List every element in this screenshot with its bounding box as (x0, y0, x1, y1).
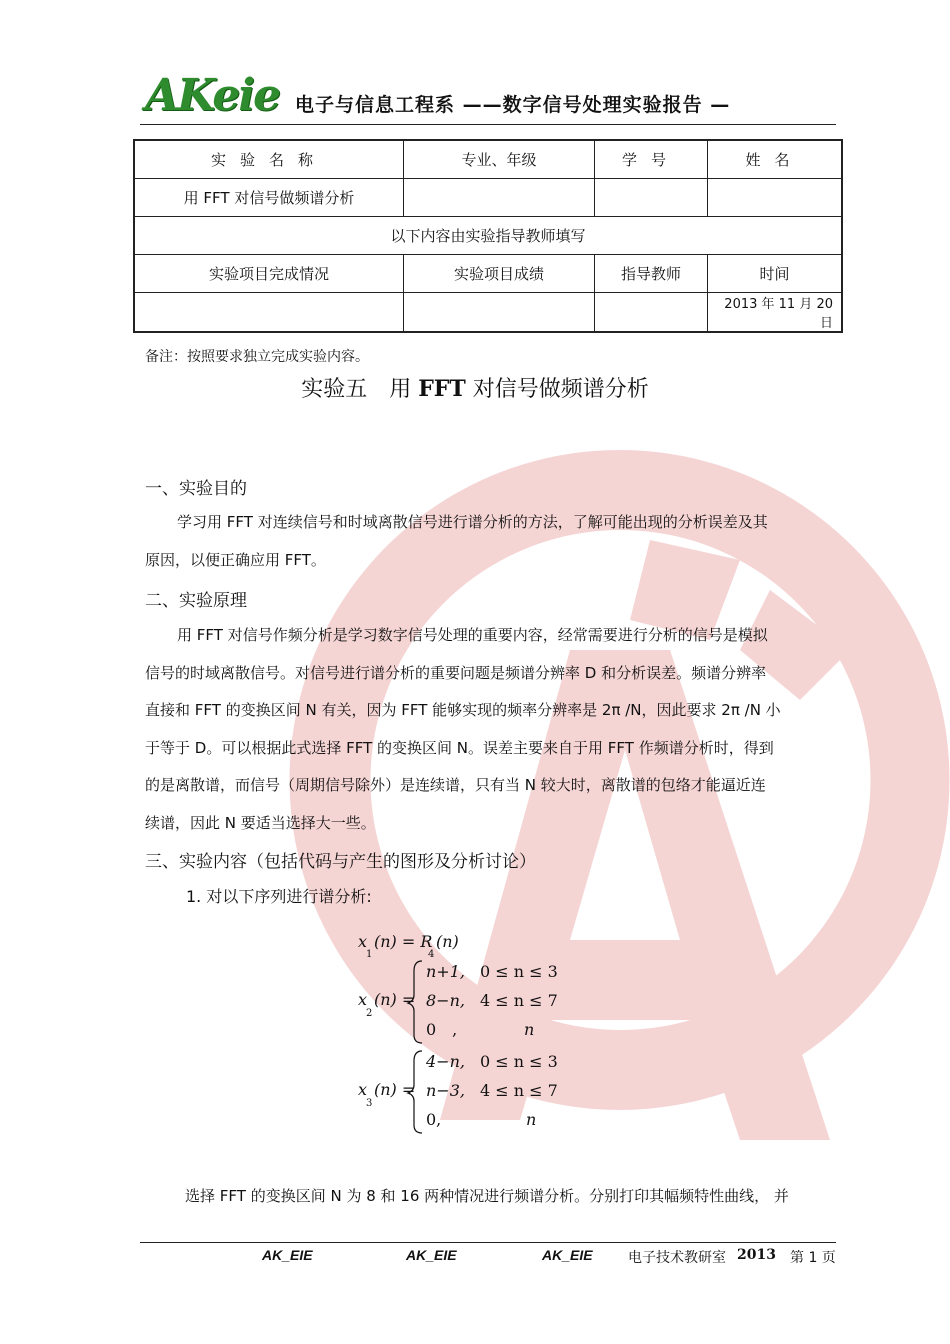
score-value (404, 293, 595, 333)
x2-arg: (n) = (374, 990, 416, 1009)
x2-case-3-expr: 0 , (426, 1020, 458, 1039)
x3-subscript: 3 (366, 1098, 373, 1109)
section-principle-text: 用 FFT 对信号作频分析是学习数字信号处理的重要内容，经常需要进行分析的信号是模拟 信号的时域离散信号。对信号进行谱分析的重要问题是频谱分辨率 D 和分析误差。频谱分辨率 直接和 FFT 的变换区间 N 有关，因为 FFT 能够实现的频率分辨率是 2π /N，因此要求 2π /N 小 于等于 D。可以根据此式选择 FFT 的变换区间 N。误差主要来自于用 FFT 作频谱分析时，得到 的是离散谱，而信号（周期信号除外）是连续谱，只有当 N 较大时，离散谱的包络才能逼近连 续谱，因此 N 要适当选择大一些。 (145, 626, 781, 832)
page-number: 第 1 页 (790, 1250, 836, 1266)
header-major-grade: 专业、年级 (404, 140, 595, 179)
experiment-name-value: 用 FFT 对信号做频谱分析 (134, 179, 404, 217)
instructor-value (595, 293, 708, 333)
x2-case-3-cond: n (524, 1020, 535, 1039)
footer-office: 电子技术教研室 (628, 1250, 726, 1266)
footer-tag-3: AK_EIE (542, 1247, 593, 1263)
section-content-title: 三、实验内容（包括代码与产生的图形及分析讨论） (145, 852, 536, 872)
major-grade-value (404, 179, 595, 217)
header-completion: 实验项目完成情况 (134, 255, 404, 293)
teacher-fill-note: 以下内容由实验指导教师填写 (134, 217, 842, 255)
section-purpose-title: 一、实验目的 (145, 479, 247, 499)
x2-case-2-expr: 8−n, (426, 991, 465, 1010)
section-principle-title: 二、实验原理 (145, 591, 247, 611)
header-title: 电子与信息工程系 ——数字信号处理实验报告 — (295, 94, 731, 116)
x1-subscript: 1 (366, 949, 373, 960)
experiment-info-table (133, 139, 843, 333)
footer-tag-1: AK_EIE (262, 1247, 313, 1263)
x1-r-subscript: 4 (428, 949, 435, 960)
x3-case-3-cond: n (526, 1110, 537, 1129)
header-score: 实验项目成绩 (404, 255, 595, 293)
completion-value (134, 293, 404, 333)
sequence-equations (350, 925, 590, 1135)
x2-lhs: x (358, 990, 368, 1009)
header-divider (140, 124, 836, 125)
x3-case-2-expr: n−3, (426, 1081, 465, 1100)
footer-year: 2013 (737, 1247, 776, 1263)
x2-case-2-cond: 4 ≤ n ≤ 7 (480, 991, 558, 1010)
task-description: 选择 FFT 的变换区间 N 为 8 和 16 两种情况进行频谱分析。分别打印其幅频特性曲线， 并 (185, 1187, 789, 1205)
x1-r-arg: (n) (436, 932, 459, 951)
header-student-id: 学号 (595, 140, 708, 179)
x3-case-1-expr: 4−n, (426, 1052, 465, 1071)
date-value: 2013 年 11 月 20 日 (708, 293, 843, 333)
header-experiment-name: 实验名称 (134, 140, 404, 179)
x3-arg: (n) = (374, 1080, 416, 1099)
footer-divider (140, 1242, 836, 1243)
akeie-logo: AKeie (145, 70, 280, 121)
x3-lhs: x (358, 1080, 368, 1099)
section-purpose-text: 学习用 FFT 对连续信号和时域离散信号进行谱分析的方法，了解可能出现的分析误差及其 原因，以便正确应用 FFT。 (145, 513, 768, 569)
remark-note: 备注：按照要求独立完成实验内容。 (145, 349, 369, 365)
header-name: 姓名 (708, 140, 843, 179)
student-id-value (595, 179, 708, 217)
x2-case-1-expr: n+1, (426, 962, 465, 981)
task-item-1: 1. 对以下序列进行谱分析: (186, 887, 372, 906)
x2-case-1-cond: 0 ≤ n ≤ 3 (480, 962, 558, 981)
header-time: 时间 (708, 255, 843, 293)
header-instructor: 指导教师 (595, 255, 708, 293)
x2-subscript: 2 (366, 1008, 373, 1019)
page-title: 实验五 用 FFT 对信号做频谱分析 (301, 376, 649, 402)
footer-tag-2: AK_EIE (406, 1247, 457, 1263)
name-value (708, 179, 843, 217)
x3-case-3-expr: 0, (426, 1110, 442, 1129)
x1-lhs: x (358, 932, 368, 951)
x3-case-2-cond: 4 ≤ n ≤ 7 (480, 1081, 558, 1100)
x3-case-1-cond: 0 ≤ n ≤ 3 (480, 1052, 558, 1071)
x1-arg: (n) = R (374, 932, 433, 951)
